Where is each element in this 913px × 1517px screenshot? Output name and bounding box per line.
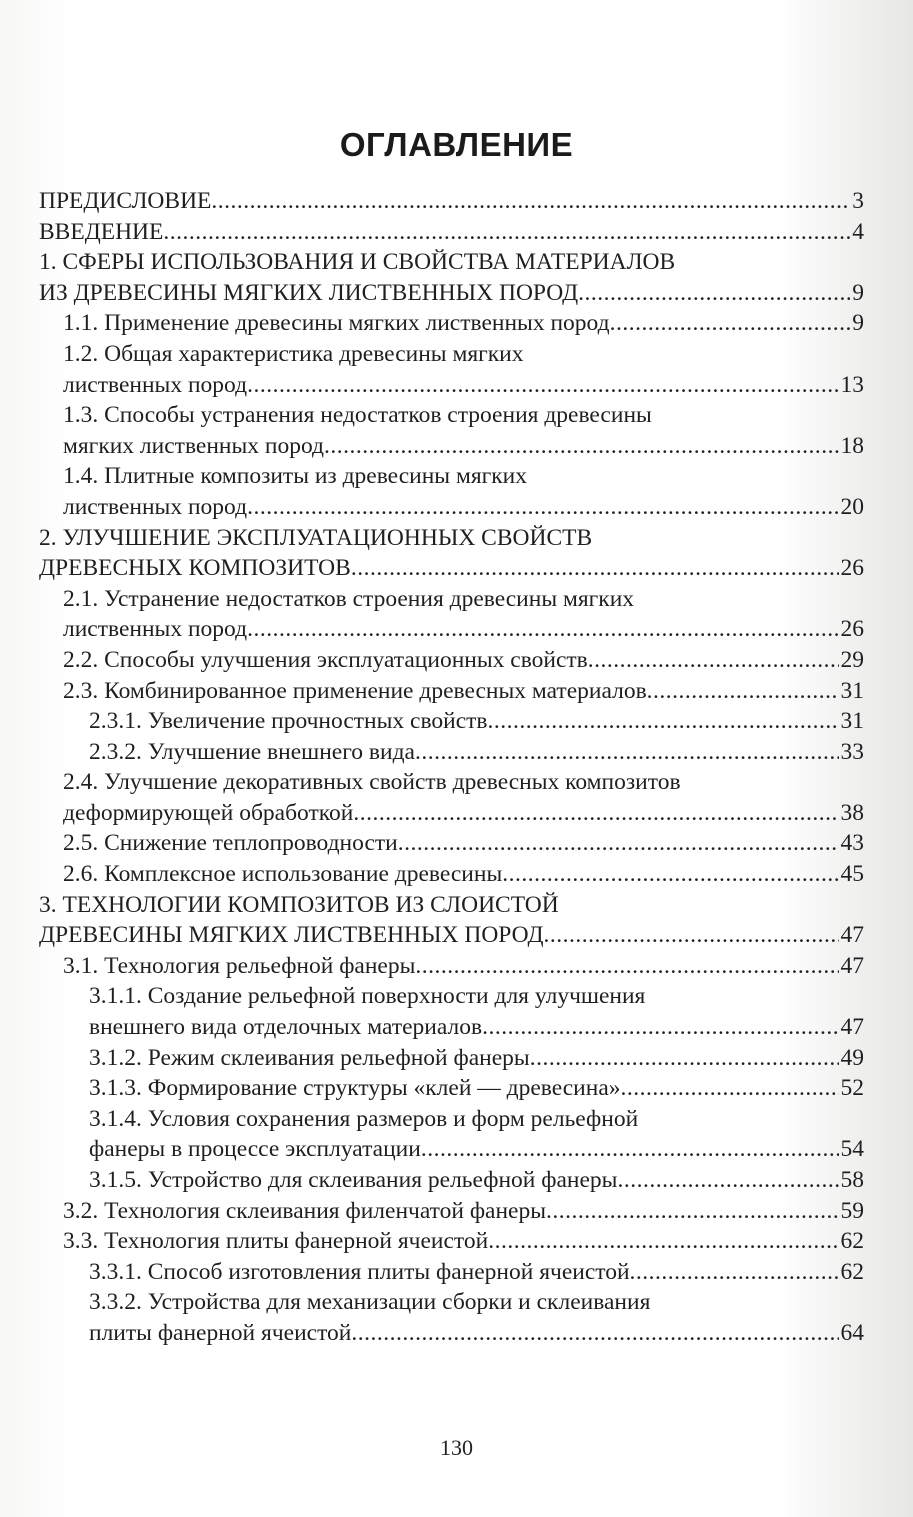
- dot-leader: [351, 553, 839, 584]
- toc-page-number: 3: [852, 188, 864, 214]
- toc-entry-text: 2.4. Улучшение декоративных свойств древесных композитов: [63, 769, 681, 796]
- toc-entry: [39, 1043, 864, 1074]
- toc-entry-text: 1. СФЕРЫ ИСПОЛЬЗОВАНИЯ И СВОЙСТВА МАТЕРИАЛОВ: [39, 249, 676, 276]
- toc-entry-row: [89, 737, 864, 768]
- toc-page-number: 9: [852, 310, 864, 337]
- toc-entry: [39, 1196, 864, 1227]
- toc-entry-text: 1.2. Общая характеристика древесины мягких: [63, 340, 524, 367]
- toc-entry-row: [89, 1257, 864, 1288]
- toc-entry-text: 3.3.1. Способ изготовления плиты фанерной ячеистой: [89, 1258, 630, 1285]
- dot-leader: [247, 492, 838, 523]
- toc-entry: [39, 247, 864, 308]
- toc-entry: [39, 1104, 864, 1165]
- toc-page-number: 52: [840, 1075, 864, 1102]
- dot-leader: [610, 308, 851, 339]
- dot-leader: [544, 920, 839, 951]
- toc-page-number: 4: [852, 218, 864, 245]
- toc-entry-row: [39, 186, 864, 217]
- dot-leader: [546, 1196, 838, 1227]
- toc-entry-row: [39, 920, 864, 951]
- toc-entry: [39, 308, 864, 339]
- toc-entry-row: [63, 370, 864, 401]
- toc-entry-text: 2.3.2. Улучшение внешнего вида: [89, 738, 415, 765]
- toc-entry-text: 3.1. Технология рельефной фанеры: [63, 952, 416, 979]
- toc-entry-text: 3.3.2. Устройства для механизации сборки и склеивания: [89, 1289, 651, 1316]
- toc-page-number: 59: [840, 1197, 864, 1224]
- toc-entry-row: [89, 1165, 864, 1196]
- toc-entry-text: 3.1.2. Режим склеивания рельефной фанеры: [89, 1044, 530, 1071]
- dot-leader: [502, 859, 838, 890]
- toc-entry-text: ДРЕВЕСИНЫ МЯГКИХ ЛИСТВЕННЫХ ПОРОД: [39, 922, 544, 949]
- dot-leader: [211, 186, 850, 217]
- toc-heading: ОГЛАВЛЕНИЕ: [339, 126, 574, 163]
- toc-entry-row: [63, 828, 864, 859]
- toc-entry-text: лиственных пород: [63, 616, 248, 643]
- toc-entry-text: 3. ТЕХНОЛОГИИ КОМПОЗИТОВ ИЗ СЛОИСТОЙ: [39, 891, 559, 918]
- toc-page-number: 18: [840, 432, 864, 459]
- toc-entry-text: 2. УЛУЧШЕНИЕ ЭКСПЛУАТАЦИОННЫХ СВОЙСТВ: [39, 524, 593, 551]
- toc-entry-text: внешнего вида отделочных материалов: [89, 1014, 483, 1041]
- toc-entry: [39, 645, 864, 676]
- toc-entry: [39, 1165, 864, 1196]
- dot-leader: [353, 798, 838, 829]
- toc-entry-row: [63, 676, 864, 707]
- toc-entry-row: [63, 308, 864, 339]
- dot-leader: [324, 431, 838, 462]
- toc-entry: [39, 828, 864, 859]
- toc-entry: [39, 1226, 864, 1257]
- dot-leader: [247, 370, 838, 401]
- toc-entry-row: [63, 645, 864, 676]
- toc-entry-text: 3.3. Технология плиты фанерной ячеистой: [63, 1228, 489, 1255]
- toc-entry-text: 2.3.1. Увеличение прочностных свойств: [89, 708, 488, 735]
- toc-page-number: 45: [840, 861, 864, 888]
- dot-leader: [482, 1012, 838, 1043]
- toc-entry-text: 3.1.5. Устройство для склеивания рельефной фанеры: [89, 1167, 618, 1193]
- toc-page-number: 33: [840, 738, 864, 765]
- dot-leader: [415, 737, 839, 768]
- toc-page-number: 20: [840, 493, 864, 520]
- dot-leader: [163, 217, 850, 248]
- toc-entry: [39, 1287, 864, 1348]
- toc-entry: [39, 890, 864, 951]
- toc-entry-text: ПРЕДИСЛОВИЕ: [39, 188, 212, 214]
- toc-page-number: 13: [840, 371, 864, 398]
- toc-entry-row: [89, 1134, 864, 1165]
- toc-entry-text: лиственных пород: [63, 371, 248, 398]
- toc-page-number: 62: [840, 1258, 864, 1285]
- toc-entry-text: 3.2. Технология склеивания филенчатой фанеры: [63, 1197, 547, 1224]
- toc-entry: [39, 523, 864, 584]
- toc-entry-text: 3.1.4. Условия сохранения размеров и форм рельефной: [89, 1105, 639, 1132]
- toc-page-number: 9: [852, 279, 864, 306]
- toc-entry: [39, 859, 864, 890]
- toc-entry-row: [63, 614, 864, 645]
- toc-page-number: 58: [840, 1167, 864, 1193]
- toc-page-number: 62: [840, 1228, 864, 1255]
- toc-entry: [39, 186, 864, 217]
- dot-leader: [421, 1134, 839, 1165]
- toc-entry-text: 1.3. Способы устранения недостатков строения древесины: [63, 402, 652, 429]
- toc-entry: [39, 706, 864, 737]
- dot-leader: [588, 645, 839, 676]
- toc-entry: [39, 461, 864, 522]
- toc-entry: [39, 400, 864, 461]
- toc-entry-row: [63, 1196, 864, 1227]
- toc-page-number: 31: [840, 677, 864, 704]
- toc-entry: [39, 1257, 864, 1288]
- toc-entry-text: 2.5. Снижение теплопроводности: [63, 830, 398, 857]
- dot-leader: [530, 1043, 839, 1074]
- toc-page-number: 47: [840, 922, 864, 949]
- dot-leader: [488, 1226, 838, 1257]
- toc-page-number: 26: [840, 555, 864, 582]
- toc-page-number: 29: [840, 646, 864, 673]
- toc-entry-row: [89, 706, 864, 737]
- dot-leader: [621, 1073, 839, 1104]
- toc-entry-row: [63, 1226, 864, 1257]
- dot-leader: [578, 278, 850, 309]
- toc-entry-row: [63, 859, 864, 890]
- toc-page-number: 47: [840, 952, 864, 979]
- toc-entry-text: деформирующей обработкой: [63, 799, 354, 826]
- dot-leader: [351, 1318, 838, 1349]
- toc-page-number: 64: [840, 1319, 864, 1346]
- dot-leader: [488, 706, 839, 737]
- toc-entry-text: 2.3. Комбинированное применение древесных материалов: [63, 677, 647, 704]
- toc-entry-row: [63, 492, 864, 523]
- toc-entry-text: ИЗ ДРЕВЕСИНЫ МЯГКИХ ЛИСТВЕННЫХ ПОРОД: [39, 279, 579, 306]
- toc-entry: [39, 951, 864, 982]
- toc-entry-row: [39, 278, 864, 309]
- toc-page-number: 49: [840, 1044, 864, 1071]
- toc-entry-row: [89, 1012, 864, 1043]
- toc-entry-text: 3.1.3. Формирование структуры «клей — древесина»: [89, 1075, 621, 1102]
- dot-leader: [247, 614, 838, 645]
- toc-entry-text: ВВЕДЕНИЕ: [39, 218, 164, 245]
- toc-entry-row: [63, 798, 864, 829]
- toc-page-number: 38: [840, 799, 864, 826]
- toc-entry-text: 1.1. Применение древесины мягких лиственных пород: [63, 310, 610, 337]
- toc-entry-text: ДРЕВЕСНЫХ КОМПОЗИТОВ: [39, 555, 351, 582]
- toc-entry-text: 2.2. Способы улучшения эксплуатационных свойств: [63, 646, 588, 673]
- toc-entry: [39, 767, 864, 828]
- toc-entry: [39, 217, 864, 248]
- toc-entry: [39, 1073, 864, 1104]
- dot-leader: [398, 828, 839, 859]
- toc-entry-text: 3.1.1. Создание рельефной поверхности для улучшения: [89, 983, 646, 1010]
- page-number: 130: [440, 1435, 473, 1460]
- toc-entry-text: лиственных пород: [63, 493, 248, 520]
- toc-entry-text: плиты фанерной ячеистой: [89, 1319, 352, 1346]
- toc-entry-row: [39, 217, 864, 248]
- toc-entry-row: [89, 1318, 864, 1349]
- toc-entry: [39, 584, 864, 645]
- toc-entry-text: 1.4. Плитные композиты из древесины мягких: [63, 463, 528, 490]
- toc-page-number: 26: [840, 616, 864, 643]
- dot-leader: [647, 676, 839, 707]
- toc-entry-row: [63, 951, 864, 982]
- toc-entry-row: [63, 431, 864, 462]
- toc-entry: [39, 737, 864, 768]
- toc-entry-text: фанеры в процессе эксплуатации: [89, 1136, 421, 1163]
- toc-entry-text: 2.1. Устранение недостатков строения древесины мягких: [63, 585, 635, 612]
- dot-leader: [630, 1257, 839, 1288]
- toc-entry-row: [39, 553, 864, 584]
- toc-page-number: 43: [840, 830, 864, 857]
- toc-entry-row: [89, 1073, 864, 1104]
- dot-leader: [415, 951, 838, 982]
- toc-entry-row: [89, 1043, 864, 1074]
- toc-page-number: 47: [840, 1014, 864, 1041]
- table-of-contents: [39, 186, 864, 1349]
- dot-leader: [617, 1165, 838, 1196]
- toc-page-number: 31: [840, 708, 864, 735]
- toc-entry-text: мягких лиственных пород: [63, 432, 325, 459]
- toc-entry: [39, 339, 864, 400]
- toc-entry-text: 2.6. Комплексное использование древесины: [63, 861, 503, 888]
- toc-page-number: 54: [840, 1136, 864, 1163]
- toc-entry: [39, 981, 864, 1042]
- toc-entry: [39, 676, 864, 707]
